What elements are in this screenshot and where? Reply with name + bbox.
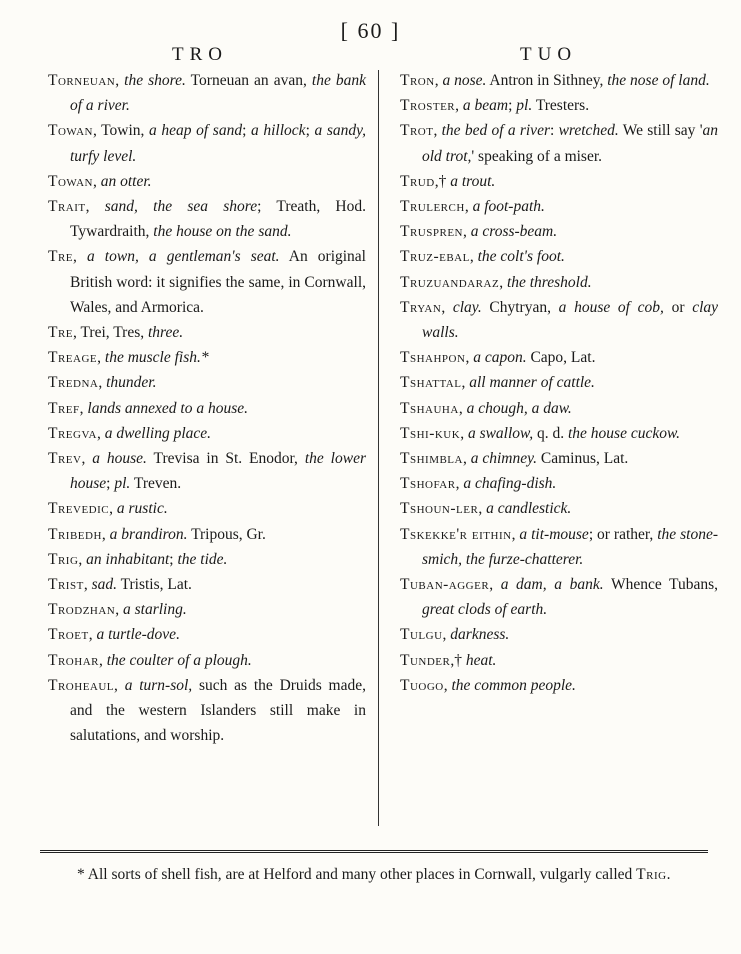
entry-text: Caminus, Lat. [537,450,629,468]
entry-definition: a turtle-dove. [96,626,180,644]
entry-definition: a rustic. [116,500,168,518]
dictionary-entry [400,68,718,93]
entry-headword: Truspren [400,223,463,241]
entry-text: , [97,349,105,367]
entry-definition: sand, the sea shore [104,198,258,216]
entry-text: , [455,475,464,493]
entry-text: ; [508,97,517,115]
dictionary-entry [400,396,718,421]
entry-definition: a dwelling place. [104,424,212,442]
entry-definition: a house of cob, [558,298,664,316]
dictionary-entry [48,421,366,446]
dictionary-entry [48,673,366,749]
entry-text: , [114,676,125,694]
dictionary-entry [400,471,718,496]
entry-definition: a chough, a daw. [466,399,572,417]
entry-definition: the muscle fish.* [104,349,209,367]
entry-headword: Trohar [48,651,99,669]
entry-text: ; [305,122,315,140]
entry-text: , [458,399,467,417]
entry-text: , [434,72,443,89]
dictionary-entry [48,572,366,597]
dictionary-entry [400,169,718,194]
entry-definition: wretched. [558,122,619,140]
left-column [48,68,366,748]
entry-text: , [78,550,87,568]
entry-text: , [443,676,452,694]
dictionary-entry [48,496,366,521]
entry-headword: Tryan [400,298,442,316]
entry-text: ; Treath, Hod. Tywardraith, [70,198,367,241]
entry-text: Tresters. [532,97,590,115]
entry-headword: Tredna [48,374,99,392]
dictionary-entry [400,270,718,295]
entry-definition: a candlestick. [486,500,572,518]
dictionary-entry [48,622,366,647]
entry-text: , [83,576,92,594]
entry-definition: a tit-mouse [519,525,589,543]
entry-definition: the tide. [177,550,228,568]
entry-headword: Towan [48,122,93,140]
dictionary-entry [400,522,718,572]
entry-definition: the common people. [451,676,576,694]
entry-headword: Tribedh [48,525,102,543]
entry-text: ; or rather, [588,525,658,543]
entry-text: We still say ' [618,122,703,140]
entry-text: Treven. [130,475,182,493]
entry-headword: Torneuan [48,72,116,89]
entry-headword: Tshoun-ler [400,500,479,518]
entry-definition: a dam, a bank. [500,576,604,594]
entry-text: , [433,122,442,140]
entry-text: , [88,626,97,644]
entry-definition: a trout. [450,172,496,190]
dictionary-entry [48,320,366,345]
entry-definition: pl. [516,97,533,115]
entry-definition: darkness. [450,626,510,644]
entry-text: , [81,450,93,468]
entry-definition: great clods of earth. [422,601,548,619]
footnote-rule [40,850,708,853]
entry-headword: Troheaul [48,676,115,694]
entry-text: , [465,349,474,367]
dictionary-entry [48,169,366,194]
entry-text: , [109,500,117,518]
entry-text: q. d. [533,424,568,442]
entry-headword: Tshi-kuk [400,424,461,442]
entry-definition: a chafing-dish. [463,475,557,493]
entry-text: , [462,450,471,468]
dictionary-entry [48,396,366,421]
right-column [400,68,718,698]
entry-definition: a capon. [473,349,527,367]
entry-text: Torneuan an avan, [185,72,312,89]
entry-headword: Tshahpon [400,349,466,367]
entry-headword: Tshattal [400,374,462,392]
entry-text: , [85,198,105,216]
entry-text: , [460,424,468,442]
entry-text: ' speaking of a miser. [471,147,603,165]
entry-text: , [101,525,110,543]
footnote-text: * All sorts of shell fish, are at Helford and many other places in Cornwall, vulgarly called [77,866,637,883]
entry-headword: Tron [400,72,435,89]
dictionary-entry [48,345,366,370]
entry-definition: the threshold. [506,273,592,291]
entry-headword: Trud [400,172,435,190]
entry-headword: Tuogo [400,676,444,694]
entry-text: , [462,223,471,241]
entry-definition: a brandiron. [109,525,188,543]
entry-definition: clay. [452,298,482,316]
dictionary-entry [48,370,366,395]
footnote-headword: Trig. [636,866,671,883]
dictionary-entry [400,93,718,118]
entry-headword: Troet [48,626,89,644]
entry-text: Chytryan, [481,298,559,316]
entry-definition: the bed of a river [441,122,550,140]
entry-text: , [464,198,473,216]
dictionary-entry [48,244,366,320]
entry-definition: the house cuckow. [567,424,681,442]
entry-text: Whence Tubans, [603,576,719,594]
dictionary-entry [400,648,718,673]
dictionary-entry [400,496,718,521]
entry-text: , [115,601,123,619]
entry-headword: Tulgu [400,626,443,644]
dictionary-entry [48,194,366,244]
entry-definition: a beam [462,97,509,115]
entry-headword: Tre [48,324,74,342]
entry-text: , [499,273,507,291]
entry-definition: a heap of sand [149,122,243,140]
entry-definition: a sandy, turfy level. [70,122,367,165]
entry-text: , [489,576,501,594]
dictionary-entry [400,421,718,446]
entry-text: Antron in Sithney, [486,72,608,89]
entry-headword: Tre [48,248,74,266]
dictionary-entry [48,648,366,673]
entry-text: , [73,248,87,266]
entry-definition: heat. [465,651,497,669]
dictionary-entry [400,244,718,269]
dictionary-entry [48,597,366,622]
entry-text: , [115,72,125,89]
entry-definition: a foot-path. [472,198,545,216]
entry-definition: a swallow, [467,424,534,442]
entry-text: ; [169,550,178,568]
page-number: [ 60 ] [340,18,401,43]
entry-definition: lands annexed to a house. [87,399,248,417]
entry-definition: the house on the sand. [153,223,292,241]
entry-definition: the bank of a river. [70,72,367,115]
entry-definition: pl. [114,475,131,493]
entry-text: An original British word: it signifies the same, in Cornwall, Wales, and Armorica. [70,248,366,316]
entry-headword: Trig [48,550,79,568]
entry-text: , [511,525,520,543]
entry-headword: Trot [400,122,434,140]
entry-text: ; [242,122,252,140]
column-divider [378,70,379,826]
entry-headword: Tshauha [400,399,459,417]
entry-text: Capo, Lat. [526,349,596,367]
entry-text: , [442,626,451,644]
entry-text: , Trei, Tres, [73,324,148,342]
entry-text: , [92,172,101,190]
dictionary-entry [400,118,718,168]
entry-definition: a town, a gentleman's seat. [86,248,280,266]
entry-definition: all manner of cattle. [469,374,595,392]
entry-text: , Towin, [92,122,150,140]
entry-headword: Truzuandaraz [400,273,500,291]
dictionary-entry [400,194,718,219]
entry-headword: Trevedic [48,500,110,518]
entry-definition: the stone-smich, the furze-chatterer. [422,525,719,568]
entry-text: Tripous, Gr. [187,525,266,543]
dictionary-entry [48,522,366,547]
dictionary-entry [48,446,366,496]
entry-text: ; [106,475,115,493]
dictionary-entry [48,547,366,572]
entry-definition: thunder. [106,374,157,392]
entry-headword: Tshimbla [400,450,463,468]
dictionary-entry [400,370,718,395]
entry-definition: an otter. [100,172,152,190]
entry-text: Tristis, Lat. [116,576,192,594]
entry-headword: Trist [48,576,84,594]
entry-definition: sad. [91,576,117,594]
dictionary-entry [400,219,718,244]
dictionary-entry [400,673,718,698]
column-header-right: TUO [520,44,578,65]
entry-text: , [461,374,470,392]
entry-definition: the shore. [124,72,186,89]
entry-text: ,† [434,172,451,190]
entry-headword: Tskekke'r eithin [400,525,512,543]
entry-text: , [455,97,463,115]
entry-definition: a turn-sol, [124,676,193,694]
entry-definition: a chimney. [470,450,538,468]
entry-headword: Troster [400,97,456,115]
entry-definition: a nose. [442,72,487,89]
entry-definition: a house. [92,450,147,468]
entry-text: , [469,248,478,266]
entry-headword: Tuban-agger [400,576,490,594]
entry-definition: a starling. [123,601,187,619]
entry-headword: Trev [48,450,82,468]
entry-headword: Tregva [48,424,97,442]
dictionary-entry [48,68,366,118]
entry-definition: a hillock [251,122,306,140]
entry-headword: Trodzhan [48,601,116,619]
entry-definition: the coulter of a plough. [106,651,252,669]
entry-text: , [98,374,107,392]
entry-definition: an inhabitant [86,550,170,568]
entry-text: , [98,651,107,669]
entry-headword: Trulerch [400,198,465,216]
entry-headword: Tshofar [400,475,456,493]
entry-definition: an old trot, [422,122,719,165]
dictionary-entry [48,118,366,168]
entry-text: ,† [450,651,466,669]
entry-definition: the lower house [70,450,366,493]
entry-headword: Trait [48,198,86,216]
entry-definition: the colt's foot. [477,248,565,266]
entry-text: or [663,298,693,316]
entry-headword: Treage [48,349,98,367]
entry-text: Trevisa in St. Enodor, [146,450,305,468]
dictionary-entry [400,572,718,622]
entry-definition: a cross-beam. [470,223,558,241]
dictionary-entry [400,295,718,345]
entry-headword: Tref [48,399,80,417]
dictionary-entry [400,446,718,471]
entry-text: : [549,122,559,140]
entry-text: , [478,500,487,518]
entry-definition: the nose of land. [607,72,710,89]
dictionary-entry [400,622,718,647]
entry-headword: Truz-ebal [400,248,470,266]
entry-text: , [441,298,453,316]
entry-headword: Towan [48,172,93,190]
entry-definition: clay walls. [422,298,719,342]
column-header-left: TRO [172,44,228,65]
entry-text: such as the Druids made, and the western Islanders still make in salutations, and worship. [70,676,366,745]
dictionary-entry [400,345,718,370]
entry-text: , [96,424,105,442]
footnote [40,864,708,886]
entry-headword: Tunder [400,651,451,669]
entry-definition: three. [148,324,184,342]
entry-text: , [79,399,88,417]
